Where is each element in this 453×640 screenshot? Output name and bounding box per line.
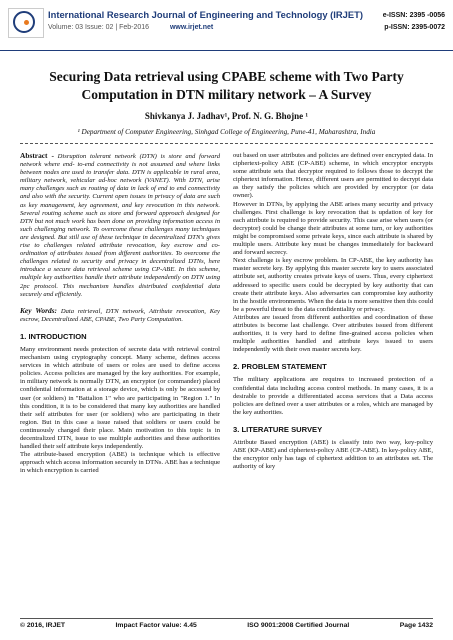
journal-header <box>0 0 453 51</box>
left-column <box>20 152 220 475</box>
footer-iso: ISO 9001:2008 Certified Journal <box>247 622 350 629</box>
abstract-text: Disruption tolerant network (DTN) is store and forward network where end- to-end connectivity is not assumed and where links between nodes are used to transfer data. DTN is applicable in rural area, military network, vehicular ad-hoc network (VANET). With DTN, arise many challenges such as routing of data in lack of end to end connectivity and also with the security. Current open issues in privacy of data are such as key management, key agreement, and key revocation in this network. Several routing scheme such as store and forward approach designed for DTN but not much work has been done on providing information access in such challenging network. To overcome these challenges many techniques are designed. But still use of these technique in decentralized DTN's gives rise to challenges related attribute revocation, key escrow and co-ordination of attributes issued from different authorities. To overcome the challenges related to security and privacy in decentralized DTNs, here introduce a secure data retrieval scheme using CP-ABE. In this scheme, multiple key authorities handle their attribute independently on DTN using 2pc protocol. This mechanism handles distributed confidential data securely and efficiently. <box>20 153 220 298</box>
body-paragraph-4: Attributes are issued from different authorities and coordination of these attributes is become last challenge. Over attributes issued from different authorities, it is very hard to define fine-grained access policies when multiple authorities handled and attribute keys issued to users independently with their own master secrets key. <box>233 313 433 354</box>
journal-website-link[interactable]: www.irjet.net <box>169 24 214 31</box>
header-separator <box>20 143 433 144</box>
right-column <box>233 152 433 471</box>
volume-issue: Volume: 03 Issue: 02 | Feb-2016 <box>48 24 150 31</box>
section-heading-problem-statement: 2. PROBLEM STATEMENT <box>233 362 327 372</box>
survey-paragraph: Attribute Based encryption (ABE) is classify into two way, key-policy ABE (KP-ABE) and ciphertext-policy ABE (CP-ABE). In key-policy ABE, the encryptor only has tags of ciphertext addition to an attributes set. The authority of key <box>233 439 433 471</box>
eissn: e-ISSN: 2395 -0056 <box>382 12 445 19</box>
abstract-label: Abstract - <box>20 151 54 160</box>
footer-copyright: © 2016, IRJET <box>20 622 66 629</box>
paper-authors: Shivkanya J. Jadhav¹, Prof. N. G. Bhojne ¹ <box>144 111 309 121</box>
logo-dot-icon <box>24 20 29 25</box>
paper-title: Securing Data retrieval using CPABE scheme with Two Party Computation in DTN military network – A Survey <box>49 69 404 102</box>
paper-affiliation: ¹ Department of Computer Engineering, Sinhgad College of Engineering, Pune-41, Maharashtra, India <box>77 128 376 136</box>
keywords-label: Key Words: <box>20 305 58 315</box>
pissn: p-ISSN: 2395-0072 <box>384 24 445 31</box>
body-paragraph-2: However in DTNs, by applying the ABE arises many security and privacy challenges. First challenge is key revocation that is updation of key for each attribute is required to provide security. This case arise when users (or decryptor) could be change their attributes at some turn, or key authorities might be compromised some private keys, since each attribute is shared by multiple users. Attribute key must be changes immediately for backward and forward secrecy. <box>233 200 433 257</box>
intro-paragraph-1: Many environment needs protection of secrete data with retrieval control mechanism using cryptography concept. Many scheme, defines access services in which attribute of users or roles are used to define access policies. Access policies are managed by the key authorities. For example, in military network is normally DTN, an encryptor (or commander) placed confidential information at a storage device, which is only be accessed by user (or soldiers) in "Battalion 1" who are participating in "Region 1." In this condition, it is to be considered that many key authorities are handled their self attributes for user (or soldiers) who are participating in their region. But in this case a issue raised that soldiers or users could be continuously changed their place. Main motivation to this topic is in decentralized DTN, issue to use multiple authorities and these authorities handled their self attribute keys independently. <box>20 345 220 451</box>
section-heading-literature-survey: 3. LITERATURE SURVEY <box>233 424 323 434</box>
intro-paragraph-2: The attribute-based encryption (ABE) is technique which is effective approach which access information securely in DTNs. ABE has a technique in which encryption is carried <box>20 451 220 475</box>
journal-title: International Research Journal of Engineering and Technology (IRJET) <box>48 9 363 20</box>
section-heading-introduction: 1. INTRODUCTION <box>20 331 87 341</box>
problem-paragraph: The military applications are requires to increased protection of a confidential data including access control methods. In many cases, it is a desirable to provide a differentiated access services that a Data access policies are defined over a user attributes or a roles, which are managed by the key authorities. <box>233 376 433 416</box>
issn-block <box>383 10 445 34</box>
footer-impact-factor: Impact Factor value: 4.45 <box>115 622 197 629</box>
abstract <box>20 152 220 299</box>
body-paragraph-3: Next challenge is key escrow problem. In CP-ABE, the key authority has master secrete key. By applying this master secrete key to users associated attribute set, authority creates private keys of users. Thus, every ciphertext addressed to specific users could be decrypted by key authority that can create their attribute keys. Also adversaries can compromise key authority in the hostile environments. When the data is more sensitive then this could be a powerful threat to the data confidentiality or privacy. <box>233 257 433 313</box>
keywords-text: Data retrieval, DTN network, Attribute revocation, Key escrow, Decentralized ABE, CPABE, Two Party Computation. <box>20 307 220 323</box>
page-footer <box>20 618 433 629</box>
keywords <box>20 307 220 324</box>
body-paragraph-1: out based on user attributes and policies are defined over encrypted data. In ciphertext-policy ABE (CP-ABE) scheme, in which encryptor encrypts some attribute sets that decryptor required to follows those to decrypt the ciphertext information. Hence, different users are permitted to decrypt data as they satisfy the policies which are provided by encryptor (or data owner). <box>233 152 433 200</box>
footer-page-number: Page 1432 <box>399 622 433 629</box>
irjet-logo <box>8 8 44 38</box>
